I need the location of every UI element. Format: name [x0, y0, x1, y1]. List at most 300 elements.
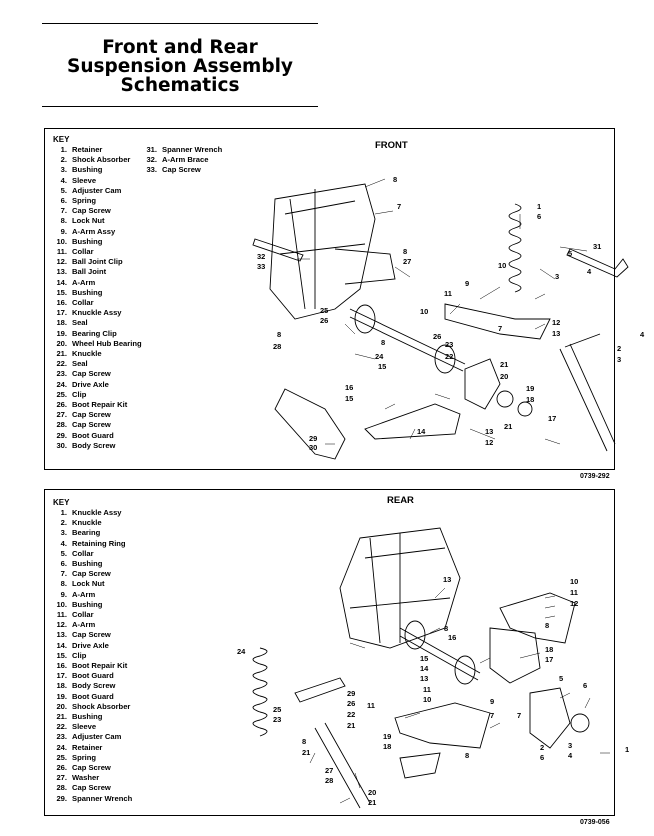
- key-item: [47, 600, 132, 610]
- key-item: [47, 390, 142, 400]
- rear-spanner-wrench: [295, 678, 345, 702]
- front-callout: 2: [617, 344, 622, 353]
- key-item-number: 6.: [60, 196, 67, 206]
- key-item-number: 17.: [56, 308, 67, 318]
- key-item-number: 5.: [60, 548, 67, 558]
- key-item-label: Knuckle Assy: [72, 308, 122, 318]
- key-item: [47, 420, 142, 430]
- key-item-number: 9.: [60, 226, 67, 236]
- key-item-number: 23.: [56, 369, 67, 379]
- key-item: [47, 681, 132, 691]
- key-item: [47, 145, 142, 155]
- key-item-label: Bushing: [72, 559, 103, 569]
- key-item-number: 10.: [56, 599, 67, 609]
- key-item: [47, 298, 142, 308]
- rear-callout: 10: [423, 695, 432, 704]
- front-callout: 7: [498, 324, 503, 333]
- key-item: [47, 743, 132, 753]
- key-item-number: 22.: [56, 359, 67, 369]
- key-item-number: 31.: [146, 145, 157, 154]
- key-item-number: 23.: [56, 732, 67, 742]
- key-item-label: Collar: [72, 298, 94, 308]
- key-item-label: Adjuster Cam: [72, 732, 122, 742]
- key-item-label: Retainer: [72, 145, 103, 154]
- key-item: [47, 329, 142, 339]
- key-item-number: 3.: [60, 528, 67, 538]
- key-item-number: 16.: [56, 661, 67, 671]
- key-item: [47, 528, 132, 538]
- key-item-number: 24.: [56, 742, 67, 752]
- key-item-number: 14.: [56, 277, 67, 287]
- header-rule-top: [42, 23, 318, 24]
- key-item-label: Spanner Wrench: [162, 145, 223, 154]
- front-callout: 15: [345, 394, 354, 403]
- key-item: [47, 794, 132, 804]
- front-callout: 27: [403, 257, 412, 266]
- key-item-label: Retaining Ring: [72, 538, 126, 548]
- key-item-label: Adjuster Cam: [72, 185, 122, 195]
- key-item-number: 12.: [56, 257, 67, 267]
- key-item-number: 27.: [56, 773, 67, 783]
- front-callout: 25: [320, 306, 329, 315]
- rear-callout: 27: [325, 766, 334, 775]
- rear-callout: 8: [302, 737, 307, 746]
- key-item-number: 27.: [56, 410, 67, 420]
- rear-callout: 18: [383, 742, 392, 751]
- key-item-label: Collar: [72, 548, 94, 558]
- front-callout: 8: [403, 247, 408, 256]
- front-callout: 17: [548, 414, 557, 423]
- key-item: [47, 369, 142, 379]
- key-item-number: 26.: [56, 400, 67, 410]
- key-item: [47, 216, 142, 226]
- front-callout: 33: [257, 262, 266, 271]
- front-callout: 4: [640, 330, 645, 339]
- rear-callout: 22: [347, 710, 356, 719]
- key-item-label: Cap Screw: [72, 420, 111, 430]
- key-item: [47, 206, 142, 216]
- key-item-label: A-Arm: [72, 620, 96, 630]
- rear-callout: 11: [570, 588, 578, 597]
- rear-callout: 18: [545, 645, 554, 654]
- key-item-number: 13.: [56, 267, 67, 277]
- rear-schematic-panel: [44, 489, 630, 816]
- key-item: [47, 518, 132, 528]
- key-item-label: Clip: [72, 389, 87, 399]
- key-item-label: Shock Absorber: [72, 701, 131, 711]
- front-callout: 14: [417, 427, 426, 436]
- key-item: [47, 400, 142, 410]
- key-item-number: 11.: [56, 610, 67, 620]
- key-item-label: Bushing: [72, 236, 103, 246]
- key-item-label: Sleeve: [72, 175, 97, 185]
- key-item-number: 1.: [60, 145, 67, 154]
- key-item: [47, 641, 132, 651]
- key-item-label: Cap Screw: [72, 630, 111, 640]
- key-item: [47, 630, 132, 640]
- key-item-label: A-Arm: [72, 277, 96, 287]
- key-item-number: 5.: [60, 185, 67, 195]
- front-callout: 31: [593, 242, 602, 251]
- key-item-label: Cap Screw: [72, 410, 111, 420]
- front-knuckle: [465, 359, 500, 409]
- key-item-number: 4.: [60, 538, 67, 548]
- key-item-label: Bushing: [72, 712, 103, 722]
- title-line-2: Suspension Assembly: [67, 56, 293, 77]
- front-callout: 26: [433, 332, 442, 341]
- key-item-number: 17.: [56, 671, 67, 681]
- front-callout: 8: [393, 175, 398, 184]
- rear-callout: 13: [420, 674, 429, 683]
- key-item-number: 21.: [56, 349, 67, 359]
- key-item: [47, 380, 142, 390]
- key-item-label: Knuckle: [72, 518, 102, 528]
- key-item: [47, 579, 132, 589]
- key-item-number: 15.: [56, 650, 67, 660]
- rear-lower-aarm: [395, 703, 490, 748]
- key-item-number: 11.: [56, 247, 67, 257]
- key-item: [47, 359, 142, 369]
- key-item-number: 12.: [56, 620, 67, 630]
- front-callout: 7: [397, 202, 402, 211]
- key-item: [47, 196, 142, 206]
- key-item-number: 20.: [56, 701, 67, 711]
- key-item: [47, 732, 132, 742]
- key-item-number: 15.: [56, 287, 67, 297]
- key-item-label: Shock Absorber: [72, 155, 131, 165]
- front-figure-code: 0739-292: [580, 473, 610, 480]
- key-item-label: Lock Nut: [72, 216, 105, 226]
- key-item-number: 1.: [60, 508, 67, 517]
- key-item-label: Cap Screw: [72, 206, 111, 216]
- key-item-number: 2.: [60, 518, 67, 528]
- key-item-number: 30.: [56, 440, 67, 450]
- key-item-label: Boot Guard: [72, 691, 114, 701]
- key-item: [47, 278, 142, 288]
- rear-callout: 21: [347, 721, 356, 730]
- front-callout: 4: [587, 267, 592, 276]
- rear-callout: 9: [490, 697, 495, 706]
- front-callout: 12: [552, 318, 561, 327]
- key-item-number: 26.: [56, 763, 67, 773]
- key-item-label: Knuckle Assy: [72, 508, 122, 517]
- key-item-label: Cap Screw: [72, 569, 111, 579]
- front-schematic-panel: [44, 128, 645, 470]
- key-item: [47, 237, 142, 247]
- key-item-number: 16.: [56, 298, 67, 308]
- front-key-heading: KEY: [53, 135, 70, 144]
- front-spring: [509, 204, 521, 292]
- key-item: [47, 288, 142, 298]
- rear-callout: 14: [420, 664, 429, 673]
- rear-callout: 2: [540, 743, 545, 752]
- key-item: [137, 155, 222, 165]
- key-item-label: Body Screw: [72, 681, 116, 691]
- rear-callout: 8: [465, 751, 470, 760]
- key-item: [47, 763, 132, 773]
- key-item-label: Boot Guard: [72, 671, 114, 681]
- rear-panel-label: REAR: [387, 495, 414, 506]
- rear-callout: 11: [367, 701, 375, 710]
- title-line-3: Schematics: [120, 75, 240, 96]
- front-callout: 3: [617, 355, 622, 364]
- key-item-label: Knuckle: [72, 349, 102, 359]
- key-item: [47, 247, 142, 257]
- rear-callout: 8: [545, 621, 550, 630]
- front-callout: 11: [444, 289, 452, 298]
- key-item: [47, 559, 132, 569]
- front-spanner-wrench: [567, 249, 628, 277]
- rear-figure-code: 0739-056: [580, 819, 610, 826]
- key-item-number: 2.: [60, 155, 67, 165]
- rear-callout: 13: [443, 575, 452, 584]
- key-item-number: 4.: [60, 175, 67, 185]
- rear-suspension-diagram: [190, 518, 630, 815]
- key-item-number: 7.: [60, 569, 67, 579]
- rear-callout: 8: [444, 624, 449, 633]
- key-item-label: Clip: [72, 650, 87, 660]
- key-item-number: 6.: [60, 559, 67, 569]
- rear-boot-guard: [490, 628, 540, 683]
- rear-callout: 6: [540, 753, 545, 762]
- key-item-number: 20.: [56, 338, 67, 348]
- rear-callout: 26: [347, 699, 356, 708]
- front-key-col2: [137, 145, 222, 176]
- key-item-label: Sleeve: [72, 722, 97, 732]
- key-item-label: Bushing: [72, 599, 103, 609]
- rear-callout: 21: [302, 748, 311, 757]
- key-item-number: 28.: [56, 420, 67, 430]
- key-item: [47, 441, 142, 451]
- rear-callout: 20: [368, 788, 377, 797]
- key-item-number: 28.: [56, 783, 67, 793]
- rear-callout: 19: [383, 732, 392, 741]
- rear-callout: 11: [423, 685, 431, 694]
- rear-callout: 23: [273, 715, 282, 724]
- key-item-label: Collar: [72, 247, 94, 257]
- front-callout: 19: [526, 384, 535, 393]
- key-item-label: Boot Repair Kit: [72, 661, 128, 671]
- key-item-number: 14.: [56, 640, 67, 650]
- front-callout: 12: [485, 438, 494, 447]
- front-callout: 13: [552, 329, 561, 338]
- key-item: [137, 165, 222, 175]
- key-item-number: 29.: [56, 430, 67, 440]
- front-callout: 3: [555, 272, 560, 281]
- front-callout: 8: [381, 338, 386, 347]
- key-item: [47, 339, 142, 349]
- front-key-col1: [47, 145, 142, 451]
- key-item-label: A-Arm Assy: [72, 226, 116, 236]
- key-item: [47, 692, 132, 702]
- front-upper-aarm: [445, 304, 550, 339]
- key-item-label: Seal: [72, 359, 88, 369]
- key-item-number: 8.: [60, 579, 67, 589]
- key-item-number: 21.: [56, 712, 67, 722]
- rear-upper-aarm: [500, 593, 575, 643]
- front-callout: 28: [273, 342, 282, 351]
- key-item: [47, 349, 142, 359]
- key-item-label: Drive Axle: [72, 379, 109, 389]
- rear-callout: 12: [570, 599, 579, 608]
- key-item-label: Bearing: [72, 528, 101, 538]
- key-item: [47, 267, 142, 277]
- rear-callout: 16: [448, 633, 457, 642]
- key-item-label: Bushing: [72, 165, 103, 175]
- key-item: [47, 257, 142, 267]
- front-callout: 16: [345, 383, 354, 392]
- key-item-number: 10.: [56, 236, 67, 246]
- key-item-number: 25.: [56, 389, 67, 399]
- key-item-number: 25.: [56, 752, 67, 762]
- rear-drive-axle: [400, 628, 480, 680]
- front-panel-label: FRONT: [375, 140, 408, 151]
- key-item-number: 8.: [60, 216, 67, 226]
- title-line-1: Front and Rear: [102, 37, 258, 58]
- rear-callout: 1: [625, 745, 630, 754]
- key-item-label: Retainer: [72, 742, 103, 752]
- key-item-label: A-Arm: [72, 589, 96, 599]
- key-item: [47, 620, 132, 630]
- front-callout: 24: [375, 352, 384, 361]
- key-item: [47, 539, 132, 549]
- rear-spring: [253, 648, 267, 736]
- front-callout: 20: [500, 372, 509, 381]
- rear-callout: 29: [347, 689, 356, 698]
- rear-callout: 10: [570, 577, 579, 586]
- key-item-label: Lock Nut: [72, 579, 105, 589]
- front-suspension-diagram: [215, 159, 645, 469]
- rear-callout: 7: [490, 711, 495, 720]
- front-callout: 21: [500, 360, 509, 369]
- key-item-label: A-Arm Brace: [162, 155, 209, 165]
- front-callout: 32: [257, 252, 266, 261]
- front-callout: 18: [526, 395, 535, 404]
- key-item-label: Ball Joint Clip: [72, 257, 123, 267]
- rear-key-heading: KEY: [53, 498, 70, 507]
- key-item-label: Cap Screw: [72, 369, 111, 379]
- key-item: [47, 186, 142, 196]
- front-callout: 13: [485, 427, 494, 436]
- key-item-label: Seal: [72, 318, 88, 328]
- key-item-label: Drive Axle: [72, 640, 109, 650]
- key-item: [47, 651, 132, 661]
- key-item-label: Spring: [72, 752, 97, 762]
- key-item-label: Cap Screw: [72, 763, 111, 773]
- key-item: [47, 431, 142, 441]
- key-item-label: Spanner Wrench: [72, 793, 133, 803]
- rear-shock: [315, 723, 370, 808]
- front-shock: [560, 334, 615, 451]
- key-item-label: Wheel Hub Bearing: [72, 338, 142, 348]
- key-item-label: Cap Screw: [162, 165, 201, 175]
- key-item: [47, 227, 142, 237]
- key-item: [47, 610, 132, 620]
- key-item: [47, 410, 142, 420]
- key-item: [47, 783, 132, 793]
- key-item: [137, 145, 222, 155]
- key-item: [47, 318, 142, 328]
- key-item-label: Collar: [72, 610, 94, 620]
- key-item: [47, 590, 132, 600]
- front-callout: 1: [537, 202, 542, 211]
- key-item-number: 19.: [56, 691, 67, 701]
- front-callout: 6: [537, 212, 542, 221]
- key-item-number: 18.: [56, 318, 67, 328]
- front-callout: 8: [277, 330, 282, 339]
- key-item: [47, 308, 142, 318]
- key-item-label: Boot Guard: [72, 430, 114, 440]
- front-callout: 5: [568, 249, 573, 258]
- key-item-label: Spring: [72, 196, 97, 206]
- key-item-label: Washer: [72, 773, 100, 783]
- key-item: [47, 569, 132, 579]
- front-callout: 10: [498, 261, 507, 270]
- key-item-label: Ball Joint: [72, 267, 107, 277]
- front-callout: 29: [309, 434, 318, 443]
- key-item: [47, 165, 142, 175]
- key-item: [47, 773, 132, 783]
- header-rule-bottom: [42, 106, 318, 107]
- front-callout: 22: [445, 352, 454, 361]
- key-item-number: 9.: [60, 589, 67, 599]
- key-item: [47, 549, 132, 559]
- rear-key-col1: [47, 508, 132, 804]
- key-item-number: 32.: [146, 155, 157, 165]
- key-item: [47, 176, 142, 186]
- key-item-number: 29.: [56, 793, 67, 803]
- rear-callout: 25: [273, 705, 282, 714]
- key-item-label: Boot Repair Kit: [72, 400, 128, 410]
- front-callout: 26: [320, 316, 329, 325]
- front-callout: 10: [420, 307, 429, 316]
- rear-callout: 4: [568, 751, 573, 760]
- key-item: [47, 508, 132, 518]
- key-item-number: 18.: [56, 681, 67, 691]
- front-callout: 9: [465, 279, 470, 288]
- key-item: [47, 155, 142, 165]
- key-item: [47, 661, 132, 671]
- key-item: [47, 753, 132, 763]
- key-item: [47, 722, 132, 732]
- rear-callout: 15: [420, 654, 429, 663]
- front-callout: 15: [378, 362, 387, 371]
- key-item-label: Body Screw: [72, 440, 116, 450]
- front-callout: 23: [445, 340, 454, 349]
- key-item-number: 3.: [60, 165, 67, 175]
- rear-callout: 21: [368, 798, 377, 807]
- key-item-number: 24.: [56, 379, 67, 389]
- rear-knuckle: [530, 688, 573, 750]
- key-item-number: 22.: [56, 722, 67, 732]
- key-item-number: 19.: [56, 328, 67, 338]
- front-callout: 21: [504, 422, 513, 431]
- key-item-number: 7.: [60, 206, 67, 216]
- key-item: [47, 712, 132, 722]
- rear-callout: 17: [545, 655, 554, 664]
- key-item-label: Cap Screw: [72, 783, 111, 793]
- key-item-label: Bushing: [72, 287, 103, 297]
- key-item-label: Bearing Clip: [72, 328, 117, 338]
- rear-callout-labels: [237, 575, 629, 807]
- rear-callout: 6: [583, 681, 588, 690]
- front-callout: 30: [309, 443, 318, 452]
- key-item: [47, 671, 132, 681]
- rear-callout: 24: [237, 647, 246, 656]
- rear-lower-boot-guard: [400, 753, 440, 778]
- key-item-number: 13.: [56, 630, 67, 640]
- key-item: [47, 702, 132, 712]
